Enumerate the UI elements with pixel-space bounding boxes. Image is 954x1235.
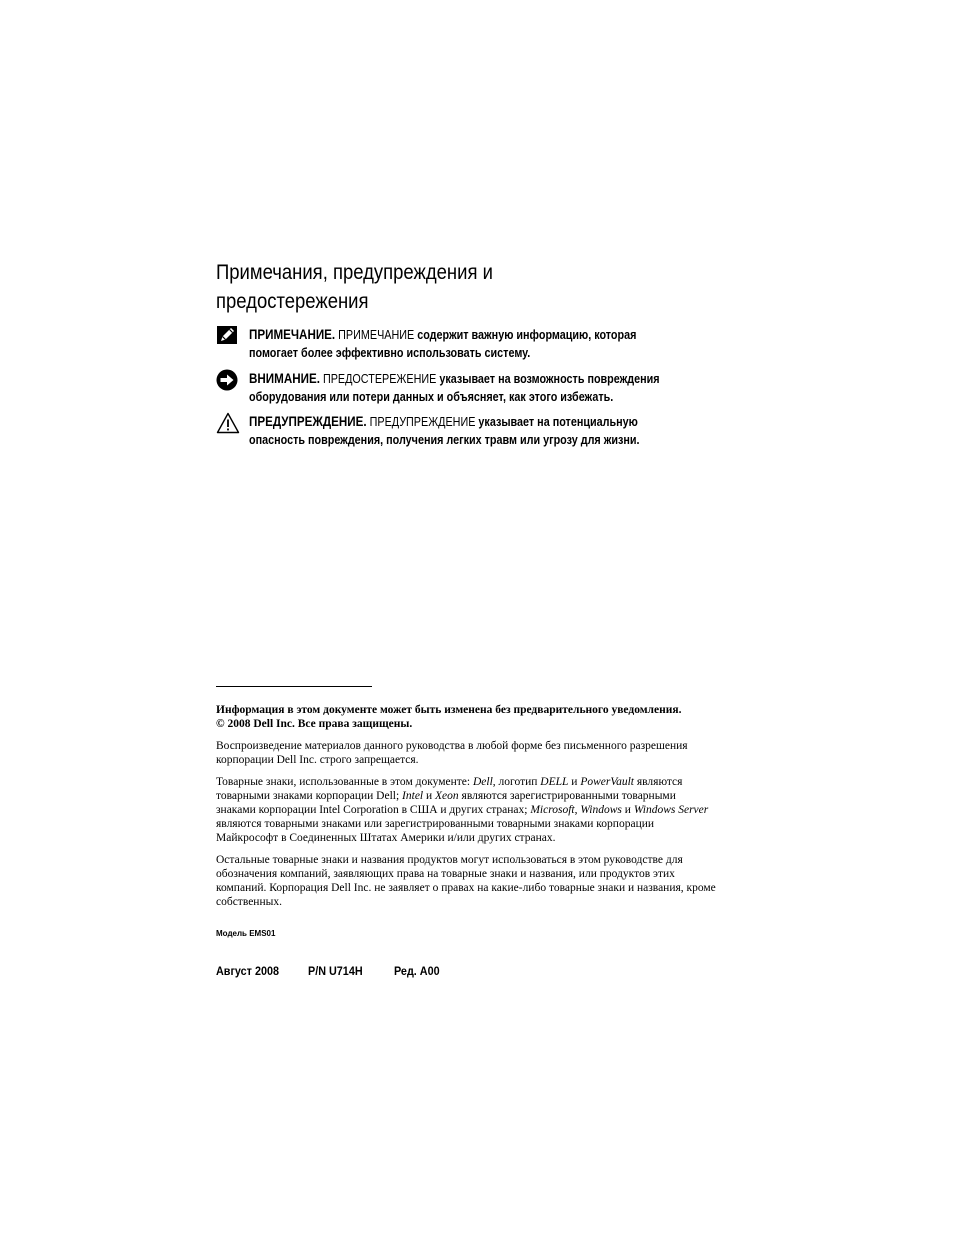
change-notice-line1: Информация в этом документе может быть изменена без предварительного уведомления. [216, 704, 682, 716]
copyright-line: © 2008 Dell Inc. Все права защищены. [216, 718, 413, 730]
warning-line1: указывает на потенциальную [478, 414, 638, 429]
note-label: ПРИМЕЧАНИЕ. [249, 326, 336, 342]
reproduction-notice: Воспроизведение материалов данного руководства в любой форме без письменного разрешения корпорации Dell Inc. строго запрещается. [216, 740, 688, 766]
warning-triangle-icon [216, 412, 240, 434]
trademark-notice: Товарные знаки, использованные в этом документе: Dell, логотип DELL и PowerVault являются товарными знаками корпорации Dell; Intel и Xeon являются зарегистрированными товарными знаками корпорации Intel Corporation в США и других странах; Microsoft, Windows и Windows Server являются товарными знаками или зарегистрированными товарными знаками корпорации Майкрософт в Соединенных Штатах Америки и/или других странах. [216, 776, 709, 844]
caution-line1: указывает на возможность повреждения [439, 371, 660, 386]
notice-arrow-icon [216, 369, 240, 391]
note-pencil-icon [216, 325, 240, 347]
page-title-line2: предостережения [216, 290, 369, 313]
revision: Ред. A00 [394, 964, 440, 978]
caution-text [249, 369, 681, 406]
note-text [249, 325, 681, 362]
caution-label: ВНИМАНИЕ. [249, 370, 320, 386]
warning-text [249, 412, 681, 449]
caution-keyword: ПРЕДОСТЕРЕЖЕНИЕ [322, 371, 437, 386]
divider [216, 686, 372, 687]
page-title [216, 258, 674, 316]
warning-line2: опасность повреждения, получения легких травм или угрозу для жизни. [249, 432, 640, 447]
change-notice [216, 703, 716, 731]
note-line1: содержит важную информацию, которая [417, 327, 637, 342]
page-title-line1: Примечания, предупреждения и [216, 261, 493, 284]
note-keyword: ПРИМЕЧАНИЕ [338, 327, 415, 342]
part-number: P/N U714H [308, 964, 363, 978]
note-line2: помогает более эффективно использовать систему. [249, 345, 531, 360]
other-trademarks-notice: Остальные товарные знаки и названия продуктов могут использоваться в этом руководстве для обозначения компаний, заявляющих права на товарные знаки и названия, или продуктов этих компаний. Корпорация Dell Inc. не заявляет о правах на какие-либо товарные знаки и названия, кроме собственных. [216, 854, 716, 908]
warning-label: ПРЕДУПРЕЖДЕНИЕ. [249, 413, 367, 429]
warning-keyword: ПРЕДУПРЕЖДЕНИЕ [369, 414, 476, 429]
model-number: Модель EMS01 [216, 929, 276, 938]
publication-date: Август 2008 [216, 964, 279, 978]
caution-line2: оборудования или потери данных и объясняет, как этого избежать. [249, 389, 614, 404]
